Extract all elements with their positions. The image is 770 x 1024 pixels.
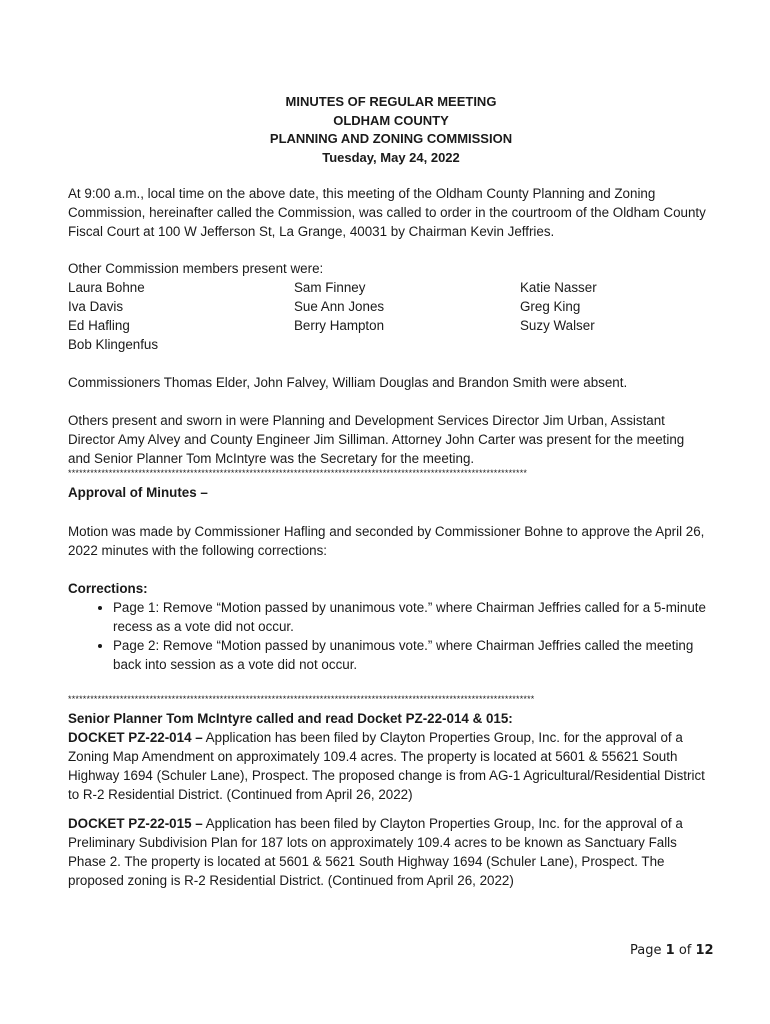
title-line-3: PLANNING AND ZONING COMMISSION (269, 131, 513, 146)
docket-paragraph (68, 814, 708, 890)
motion-paragraph: Motion was made by Commissioner Hafling and seconded by Commissioner Bohne to approve the April 26, 2022 minutes with the following corrections: (68, 524, 705, 558)
page-word: Page (630, 943, 662, 958)
meeting-date: Tuesday, May 24, 2022 (322, 149, 460, 165)
title-line-1: MINUTES OF REGULAR MEETING (285, 94, 497, 109)
members-intro: Other Commission members present were: (68, 261, 324, 276)
document-title (68, 93, 708, 167)
separator-line: **************************************************************************************************************************** (68, 468, 528, 478)
member-name: Laura Bohne (68, 280, 145, 295)
corrections-heading: Corrections: (68, 581, 148, 596)
docket-paragraph (68, 728, 708, 804)
document-page (68, 93, 708, 890)
member-name: Ed Hafling (68, 318, 130, 333)
page-number (630, 943, 714, 958)
member-name: Katie Nasser (520, 280, 597, 295)
total-pages: 12 (695, 943, 714, 958)
current-page: 1 (665, 943, 675, 958)
corrections-list (68, 598, 708, 674)
member-name: Iva Davis (68, 299, 124, 314)
separator-line: ****************************************************************************************************************************** (68, 694, 535, 704)
docket-text: Application has been filed by Clayton Properties Group, Inc. for the approval of a Preliminary Subdivision Plan for 187 lots on approximately 109.4 acres to be known as Sanctuary Falls Phase 2. The property is located at 5601 & 5621 South Highway 1694 (Schuler Lane), Prospect. The proposed zoning is R-2 Residential District. (Continued from April 26, 2022) (68, 816, 683, 888)
member-name: Bob Klingenfus (68, 337, 159, 352)
member-name: Berry Hampton (294, 318, 385, 333)
docket-label: DOCKET PZ-22-014 – (68, 730, 203, 745)
member-name: Greg King (520, 299, 581, 314)
docket-text: Application has been filed by Clayton Properties Group, Inc. for the approval of a Zoning Map Amendment on approximately 109.4 acres. The property is located at 5601 & 55621 South Highway 1694 (Schuler Lane), Prospect. The proposed change is from AG-1 Agricultural/Residential District to R-2 Residential District. (Continued from April 26, 2022) (68, 730, 705, 802)
approval-heading: Approval of Minutes – (68, 485, 208, 500)
correction-item: • Page 1: Remove “Motion passed by unanimous vote.” where Chairman Jeffries called for a 5-minute recess as a vote did not occur. (113, 598, 708, 636)
title-line-2: OLDHAM COUNTY (333, 112, 449, 128)
members-list (68, 278, 708, 354)
docket-label: DOCKET PZ-22-015 – (68, 816, 203, 831)
member-name: Sam Finney (294, 280, 366, 295)
intro-paragraph: At 9:00 a.m., local time on the above date, this meeting of the Oldham County Planning and Zoning Commission, hereinafter called the Commission, was called to order in the courtroom of the Oldham County Fiscal Court at 100 W Jefferson St, La Grange, 40031 by Chairman Kevin Jeffries. (68, 186, 706, 239)
member-name: Sue Ann Jones (294, 299, 385, 314)
absent-paragraph: Commissioners Thomas Elder, John Falvey, William Douglas and Brandon Smith were absent. (68, 375, 628, 390)
senior-planner-heading: Senior Planner Tom McIntyre called and read Docket PZ-22-014 & 015: (68, 711, 513, 726)
of-word: of (678, 943, 692, 958)
correction-item: • Page 2: Remove “Motion passed by unanimous vote.” where Chairman Jeffries called the meeting back into session as a vote did not occur. (113, 636, 708, 674)
member-name: Suzy Walser (520, 318, 595, 333)
others-paragraph: Others present and sworn in were Planning and Development Services Director Jim Urban, Assistant Director Amy Alvey and County Engineer Jim Silliman. Attorney John Carter was present for the meeting and Senior Planner Tom McIntyre was the Secretary for the meeting. (68, 413, 685, 466)
